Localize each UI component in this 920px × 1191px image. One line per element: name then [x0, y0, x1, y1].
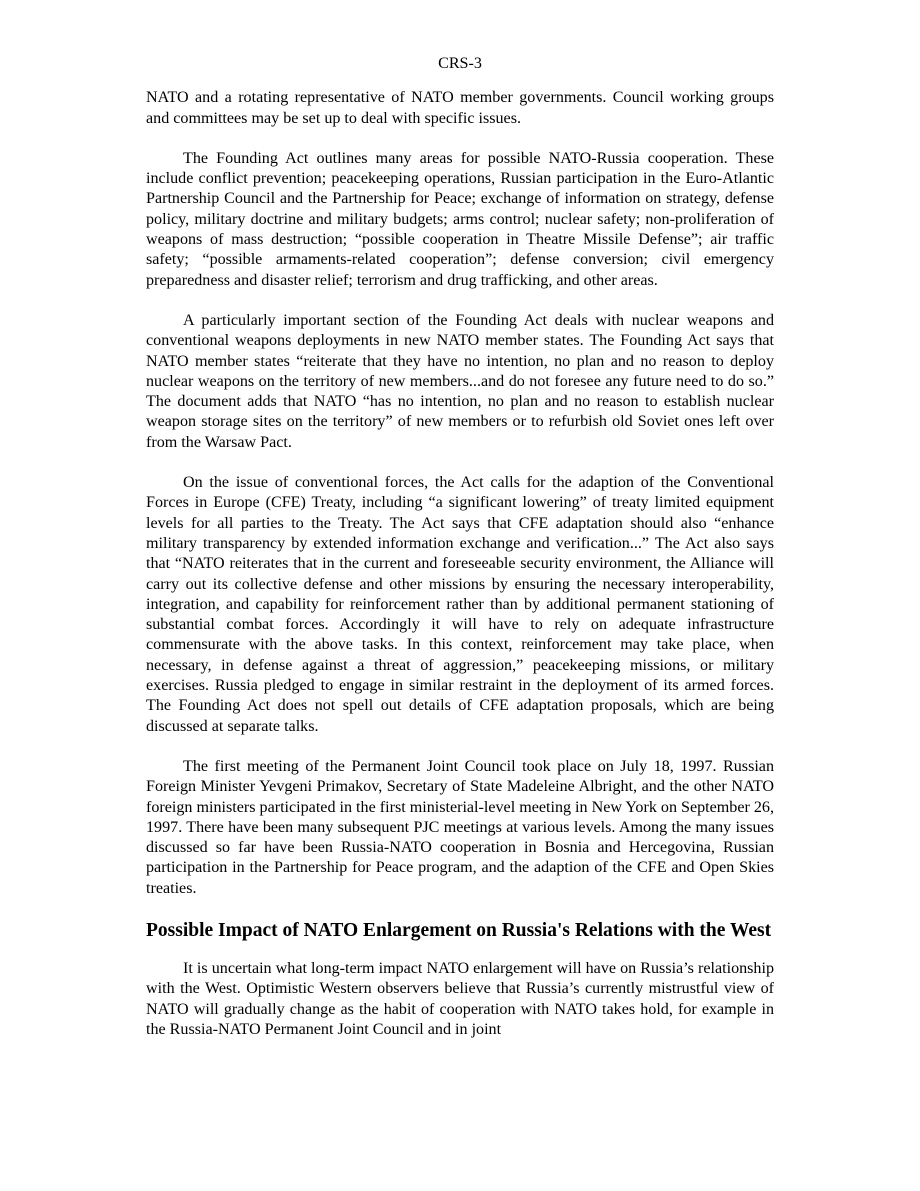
paragraph-continued: NATO and a rotating representative of NATO member governments. Council working groups and committees may be set up to deal with specific issues. — [146, 89, 774, 127]
paragraph-cooperation-areas: The Founding Act outlines many areas for possible NATO-Russia cooperation. These include conflict prevention; peacekeeping operations, Russian participation in the Euro-Atlantic Partnership Council and the Partnership for Peace; exchange of information on strategy, defense policy, military doctrine and military budgets; arms control; nuclear safety; non-proliferation of weapons of mass destruction; “possible cooperation in Theatre Missile Defense”; air traffic safety; “possible armaments-related cooperation”; defense conversion; civil emergency preparedness and disaster relief; terrorism and drug trafficking, and other areas. — [146, 149, 774, 289]
paragraph-impact: It is uncertain what long-term impact NATO enlargement will have on Russia’s relationship with the West. Optimistic Western observers believe that Russia’s currently mistrustful view of NATO will gradually change as the habit of cooperation with NATO takes hold, for example in the Russia-NATO Permanent Joint Council and in joint — [146, 959, 774, 1038]
paragraph-pjc-meetings: The first meeting of the Permanent Joint Council took place on July 18, 1997. Russian Foreign Minister Yevgeni Primakov, Secretary of State Madeleine Albright, and the other NATO foreign ministers participated in the first ministerial-level meeting in New York on September 26, 1997. There have been many subsequent PJC meetings at various levels. Among the many issues discussed so far have been Russia-NATO cooperation in Bosnia and Hercegovina, Russian participation in the Partnership for Peace program, and the adaption of the CFE and Open Skies treaties. — [146, 757, 774, 897]
paragraph-conventional-forces: On the issue of conventional forces, the Act calls for the adaption of the Conventional Forces in Europe (CFE) Treaty, including “a significant lowering” of treaty limited equipment levels for all parties to the Treaty. The Act says that CFE adaptation should also “enhance military transparency by extended information exchange and verification...” The Act also says that “NATO reiterates that in the current and foreseeable security environment, the Alliance will carry out its collective defense and other missions by ensuring the necessary interoperability, integration, and capability for reinforcement rather than by additional permanent stationing of substantial combat forces. Accordingly it will have to rely on adequate infrastructure commensurate with the above tasks. In this context, reinforcement may take place, when necessary, in defense against a threat of aggression,” peacekeeping missions, or military exercises. Russia pledged to engage in similar restraint in the deployment of its armed forces. The Founding Act does not spell out details of CFE adaptation proposals, which are being discussed at separate talks. — [146, 474, 774, 735]
document-page — [146, 54, 774, 1060]
paragraph-nuclear-weapons: A particularly important section of the Founding Act deals with nuclear weapons and conventional weapons deployments in new NATO member states. The Founding Act says that NATO member states “reiterate that they have no intention, no plan and no reason to deploy nuclear weapons on the territory of new members...and do not foresee any future need to do so.” The document adds that NATO “has no intention, no plan and no reason to establish nuclear weapon storage sites on the territory” of new members or to refurbish old Soviet ones left over from the Warsaw Pact. — [146, 311, 774, 451]
page-header: CRS-3 — [438, 55, 482, 72]
section-heading: Possible Impact of NATO Enlargement on Russia's Relations with the West — [146, 919, 772, 941]
